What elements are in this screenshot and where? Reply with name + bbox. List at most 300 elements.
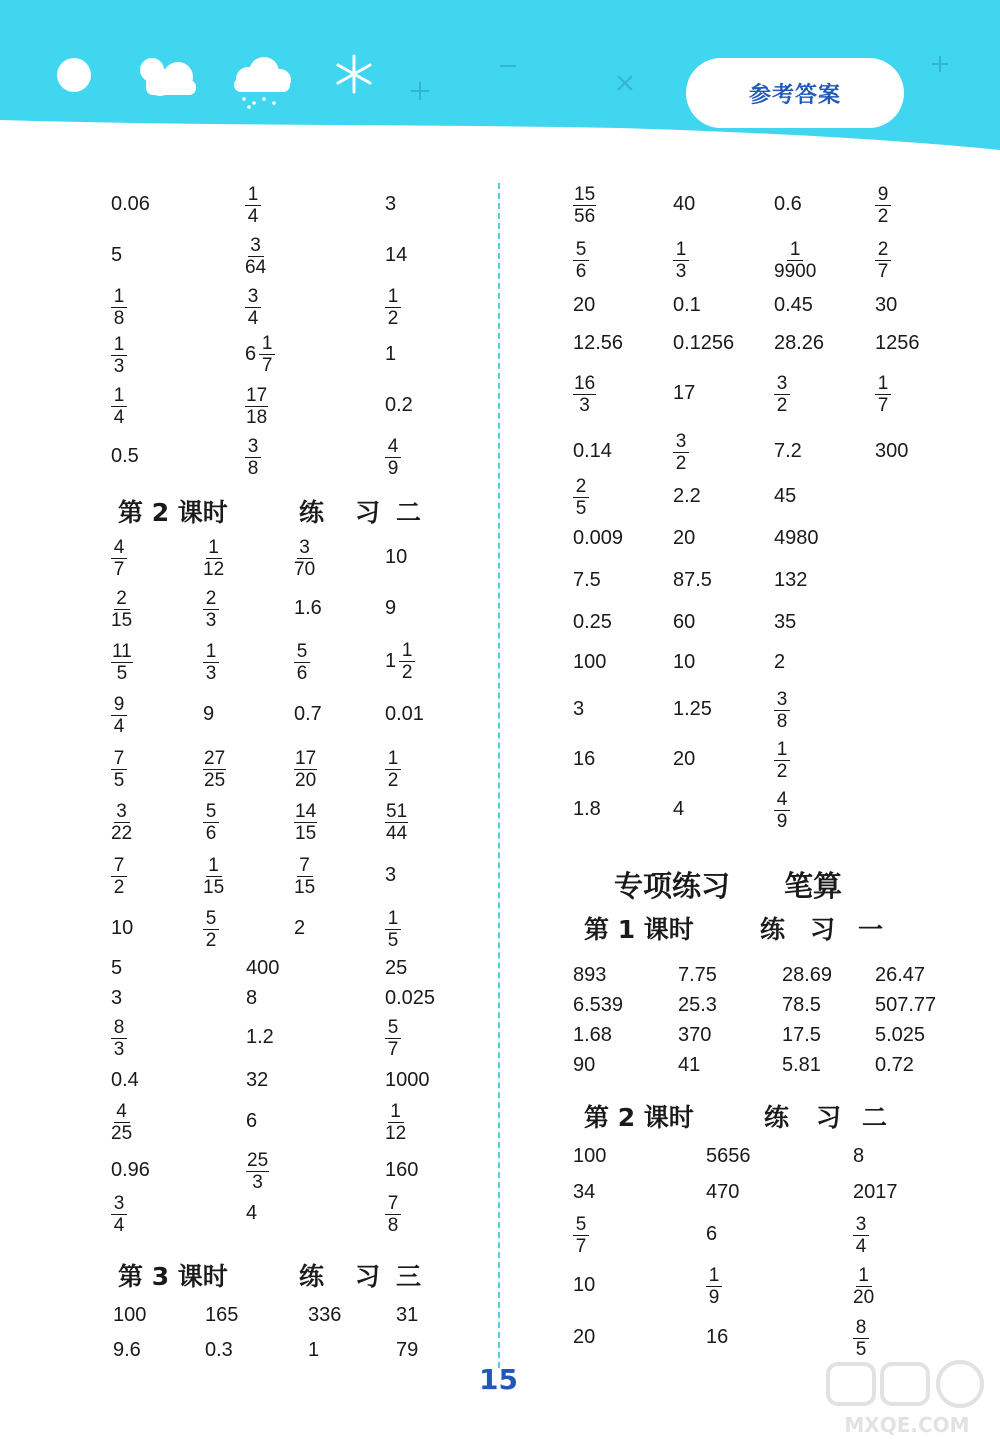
numerator: 1 — [399, 641, 415, 662]
denominator: 3 — [675, 260, 687, 282]
numerator: 1 — [111, 287, 127, 308]
answer-cell — [673, 686, 712, 732]
heading-char: 练 — [299, 498, 325, 527]
answer-value: 100 — [573, 1144, 607, 1167]
answer-value: 2 — [294, 916, 306, 939]
numerator: 27 — [204, 747, 226, 769]
numerator: 1 — [245, 185, 261, 206]
answer-value — [774, 788, 790, 831]
section-title — [614, 864, 914, 904]
denominator: 2 — [387, 307, 399, 329]
denominator: 6 — [205, 822, 217, 844]
answer-value: 1000 — [385, 1068, 430, 1091]
answer-cell — [875, 1050, 914, 1080]
answer-value: 370 — [678, 1023, 712, 1046]
page-number: 15 — [479, 1363, 518, 1396]
denominator: 9 — [776, 810, 788, 832]
denominator: 56 — [574, 205, 596, 227]
denominator: 5 — [116, 662, 128, 684]
answer-value: 7.5 — [573, 568, 601, 591]
denominator: 25 — [204, 769, 226, 791]
denominator: 9 — [387, 457, 399, 479]
fraction — [853, 1318, 869, 1359]
answer-row — [0, 606, 1000, 638]
answer-cell — [853, 1211, 869, 1257]
answer-row — [0, 1140, 1000, 1172]
answer-value — [203, 854, 224, 897]
answer-value: 4980 — [774, 526, 819, 549]
answer-cell — [573, 1262, 595, 1308]
answer-value — [875, 238, 891, 281]
answer-cell — [246, 1098, 257, 1144]
answer-value: 45 — [774, 484, 797, 507]
fraction — [875, 374, 891, 415]
answer-cell — [774, 181, 802, 227]
denominator: 8 — [247, 457, 259, 479]
denominator: 3 — [579, 394, 590, 416]
answer-value: 0.96 — [111, 1158, 150, 1181]
answer-value: 5.81 — [782, 1053, 821, 1076]
fraction — [385, 909, 401, 950]
answer-value — [706, 1264, 722, 1307]
numerator: 2 — [573, 477, 589, 498]
numerator: 1 — [206, 538, 222, 559]
denominator: 15 — [295, 822, 317, 844]
lesson-label: 第 2 课时 — [118, 498, 228, 527]
answer-value: 87.5 — [673, 568, 712, 591]
denominator: 9 — [708, 1286, 720, 1308]
numerator: 5 — [573, 1215, 589, 1236]
answer-cell — [573, 990, 623, 1020]
answer-value — [853, 1316, 869, 1359]
answer-value: 400 — [246, 956, 280, 979]
answer-cell — [774, 646, 785, 678]
numerator: 3 — [297, 538, 313, 559]
answer-value: 3 — [385, 863, 397, 886]
numerator: 16 — [574, 372, 596, 394]
numerator: 11 — [112, 640, 132, 662]
fraction — [573, 477, 589, 518]
answer-cell — [111, 852, 127, 898]
answer-row — [0, 473, 1000, 519]
answer-cell — [573, 686, 584, 732]
answer-value: 28.26 — [774, 331, 825, 354]
answer-value: 0.01 — [385, 702, 424, 725]
answer-cell — [573, 1020, 612, 1050]
answer-row — [0, 1262, 1000, 1308]
denominator: 7 — [877, 260, 889, 282]
answer-value — [573, 238, 589, 281]
answer-row — [0, 786, 1000, 832]
numerator: 25 — [247, 1149, 269, 1171]
answer-value: 5 — [111, 956, 123, 979]
fraction — [573, 374, 596, 415]
denominator: 6 — [296, 662, 308, 684]
answer-value: 17 — [673, 381, 696, 404]
numerator: 2 — [114, 589, 130, 610]
answer-value — [673, 238, 689, 281]
numerator: 3 — [245, 287, 261, 308]
sun-icon — [57, 58, 91, 92]
answer-cell — [875, 326, 920, 360]
numerator: 5 — [385, 1018, 401, 1039]
lesson-label: 第 1 课时 — [584, 915, 694, 944]
answer-value — [294, 854, 315, 897]
heading-char: 三 — [396, 1262, 422, 1291]
answer-cell — [706, 1140, 751, 1172]
answer-cell — [673, 736, 695, 782]
answer-cell — [673, 564, 712, 596]
answer-cell — [774, 786, 790, 832]
answer-row — [0, 1020, 1000, 1050]
answer-cell — [203, 905, 219, 951]
answer-value: 1.68 — [573, 1023, 612, 1046]
answer-cell — [573, 1211, 589, 1257]
numerator: 14 — [295, 800, 317, 822]
answer-cell — [573, 326, 623, 360]
denominator: 3 — [205, 662, 217, 684]
answer-value — [774, 688, 790, 731]
numerator: 8 — [853, 1318, 869, 1339]
answer-value: 0.2 — [385, 393, 413, 416]
fraction — [875, 185, 891, 226]
numerator: 1 — [388, 1102, 404, 1123]
answer-cell — [294, 905, 305, 951]
answer-cell — [111, 905, 133, 951]
numerator: 5 — [203, 802, 219, 823]
answer-row — [0, 522, 1000, 554]
numerator: 2 — [875, 240, 891, 261]
answer-cell — [385, 1098, 406, 1144]
answer-value — [111, 1100, 132, 1143]
answer-row — [0, 960, 1000, 990]
numerator: 3 — [248, 236, 264, 257]
numerator: 4 — [774, 790, 790, 811]
numerator: 1 — [206, 856, 222, 877]
numerator: 1 — [856, 1266, 872, 1287]
answer-cell — [678, 960, 717, 990]
denominator: 20 — [295, 769, 317, 791]
answer-row — [0, 990, 1000, 1020]
answer-cell — [706, 1314, 728, 1360]
answer-value: 0.3 — [205, 1338, 233, 1361]
answer-cell — [774, 564, 807, 596]
numerator: 2 — [203, 589, 219, 610]
answer-cell — [706, 1262, 722, 1308]
answer-value: 20 — [573, 293, 596, 316]
answer-cell — [782, 960, 832, 990]
answer-value: 41 — [678, 1053, 701, 1076]
answer-cell — [782, 1020, 821, 1050]
answer-value: 0.1256 — [673, 331, 735, 354]
answer-row — [0, 646, 1000, 678]
answer-row — [0, 181, 1000, 227]
answer-value: 31 — [396, 1303, 419, 1326]
answer-cell — [875, 1020, 925, 1050]
answer-cell — [774, 606, 796, 638]
heading-char: 习 — [810, 915, 836, 944]
answer-value — [573, 372, 596, 415]
answer-value: 1.8 — [573, 797, 601, 820]
answer-value: 5656 — [706, 1144, 751, 1167]
denominator: 4 — [113, 1214, 125, 1236]
answer-value: 100 — [113, 1303, 147, 1326]
answer-cell — [875, 236, 891, 282]
answer-value: 90 — [573, 1053, 596, 1076]
answer-cell — [875, 960, 925, 990]
answer-cell — [875, 181, 891, 227]
answer-cell — [782, 990, 821, 1020]
numerator: 1 — [673, 240, 689, 261]
denominator: 15 — [111, 609, 133, 631]
answer-cell — [678, 1050, 700, 1080]
answer-value — [875, 183, 891, 226]
answer-value: 9 — [203, 702, 215, 725]
answer-value: 12.56 — [573, 331, 624, 354]
answer-value — [853, 1264, 874, 1307]
answer-cell — [673, 522, 695, 554]
numerator: 1 — [385, 287, 401, 308]
answer-value: 7.75 — [678, 963, 717, 986]
whole-part: 1 — [385, 649, 397, 672]
numerator: 1 — [787, 240, 803, 261]
answer-value: 0.4 — [111, 1068, 139, 1091]
answer-value: 28.69 — [782, 963, 833, 986]
answer-value: 1.6 — [294, 596, 322, 619]
answer-cell — [573, 522, 623, 554]
answer-cell — [573, 606, 612, 638]
denominator: 2 — [776, 394, 788, 416]
fraction — [875, 240, 891, 281]
answer-row — [0, 1050, 1000, 1080]
answer-value: 2 — [774, 650, 786, 673]
denominator: 4 — [113, 715, 125, 737]
answer-cell — [573, 564, 601, 596]
numerator: 15 — [574, 183, 596, 205]
answer-cell — [203, 852, 224, 898]
fraction — [774, 240, 816, 281]
answer-value: 165 — [205, 1303, 239, 1326]
answer-value: 0.1 — [673, 293, 701, 316]
denominator: 5 — [387, 929, 399, 951]
fraction — [573, 1215, 589, 1256]
answer-cell — [294, 852, 315, 898]
fraction — [111, 1102, 132, 1143]
answer-cell — [774, 288, 813, 322]
answer-value: 1256 — [875, 331, 920, 354]
denominator: 12 — [203, 558, 225, 580]
numerator: 1 — [259, 334, 275, 355]
answer-cell — [673, 288, 701, 322]
answer-value: 20 — [573, 1325, 596, 1348]
numerator: 1 — [385, 909, 401, 930]
answer-value: 0.025 — [385, 986, 436, 1009]
numerator: 5 — [573, 240, 589, 261]
lesson-label: 第 3 课时 — [118, 1262, 228, 1291]
denominator: 3 — [205, 609, 217, 631]
answer-cell — [573, 473, 589, 519]
answer-cell — [853, 1262, 874, 1308]
answer-value: 10 — [111, 916, 134, 939]
answer-value: 1.2 — [246, 1025, 274, 1048]
denominator: 20 — [853, 1286, 875, 1308]
answer-value: 20 — [673, 526, 696, 549]
fraction — [774, 690, 790, 731]
fraction — [853, 1266, 874, 1307]
answer-value: 5 — [111, 243, 123, 266]
answer-value: 20 — [673, 747, 696, 770]
answer-cell — [673, 181, 695, 227]
denominator: 7 — [877, 394, 889, 416]
answer-value: 6 — [246, 1109, 258, 1132]
heading-char: 习 — [816, 1103, 842, 1132]
answer-cell — [673, 606, 695, 638]
heading-char: 习 — [355, 1262, 381, 1291]
denominator: 2 — [387, 769, 399, 791]
answer-value: 470 — [706, 1180, 740, 1203]
answer-cell — [774, 370, 790, 416]
answer-value: 9.6 — [113, 1338, 141, 1361]
answer-value — [203, 907, 219, 950]
denominator: 44 — [386, 822, 408, 844]
answer-value: 4 — [246, 1201, 258, 1224]
answer-cell — [673, 646, 695, 678]
answer-value: 16 — [573, 747, 596, 770]
fraction — [774, 790, 790, 831]
denominator: 8 — [387, 1214, 399, 1236]
denominator: 7 — [575, 1235, 587, 1257]
answer-key-badge: 参考答案 — [686, 58, 904, 128]
denominator: 2 — [877, 205, 889, 227]
answer-cell — [673, 786, 684, 832]
denominator: 5 — [575, 497, 587, 519]
denominator: 5 — [855, 1338, 867, 1360]
answer-value: 0.45 — [774, 293, 813, 316]
numerator: 4 — [114, 1102, 130, 1123]
fraction — [203, 909, 219, 950]
answer-row — [0, 564, 1000, 596]
answer-row — [0, 686, 1000, 732]
numerator: 17 — [246, 384, 268, 406]
answer-value: 0.009 — [573, 526, 624, 549]
answer-row — [0, 428, 1000, 474]
denominator: 64 — [245, 256, 267, 278]
answer-value: 0.5 — [111, 444, 139, 467]
section-title-main: 专项练习 — [614, 869, 731, 903]
numerator: 7 — [297, 856, 313, 877]
denominator: 2 — [401, 661, 413, 683]
denominator: 22 — [111, 822, 133, 844]
answer-value: 336 — [308, 1303, 342, 1326]
answer-value — [111, 854, 127, 897]
numerator: 3 — [111, 1194, 127, 1215]
answer-cell — [782, 1050, 821, 1080]
answer-value: 8 — [853, 1144, 865, 1167]
answer-cell — [853, 1314, 869, 1360]
answer-cell — [673, 370, 695, 416]
answer-cell — [706, 1176, 739, 1208]
answer-cell — [573, 786, 601, 832]
answer-cell — [774, 736, 790, 782]
answer-cell — [673, 428, 689, 474]
answer-value: 3 — [111, 986, 123, 1009]
answer-value — [573, 475, 589, 518]
numerator: 17 — [295, 747, 317, 769]
heading-char: 习 — [355, 498, 381, 527]
answer-value — [385, 1100, 406, 1143]
answer-cell — [673, 473, 701, 519]
numerator: 1 — [875, 374, 891, 395]
answer-value: 0.7 — [294, 702, 322, 725]
denominator: 15 — [294, 876, 316, 898]
denominator: 2 — [776, 760, 788, 782]
fraction — [774, 374, 790, 415]
numerator: 7 — [111, 856, 127, 877]
numerator: 3 — [114, 802, 130, 823]
numerator: 4 — [111, 538, 127, 559]
answer-cell — [673, 326, 734, 360]
answer-cell — [853, 1140, 864, 1172]
denominator: 4 — [247, 307, 259, 329]
answer-cell — [774, 428, 802, 474]
denominator: 7 — [261, 354, 273, 376]
heading-char: 练 — [299, 1262, 325, 1291]
answer-cell — [111, 1098, 132, 1144]
header-banner — [0, 0, 1000, 150]
numerator: 8 — [111, 1018, 127, 1039]
fraction — [573, 185, 596, 226]
denominator: 4 — [855, 1235, 867, 1257]
heading-char: 练 — [760, 915, 786, 944]
denominator: 8 — [776, 710, 788, 732]
numerator: 1 — [111, 335, 127, 356]
answer-cell — [706, 1211, 717, 1257]
fraction — [203, 856, 224, 897]
answer-value — [853, 1213, 869, 1256]
answer-value: 14 — [385, 243, 408, 266]
answer-value: 10 — [385, 545, 408, 568]
denominator: 70 — [294, 558, 316, 580]
answer-value: 0.14 — [573, 439, 612, 462]
answer-row — [0, 370, 1000, 416]
answer-value: 3 — [573, 697, 585, 720]
denominator: 2 — [205, 929, 217, 951]
answer-value: 2017 — [853, 1180, 898, 1203]
answer-cell — [573, 1176, 595, 1208]
answer-cell — [573, 370, 596, 416]
answer-value — [774, 372, 790, 415]
answer-cell — [875, 288, 897, 322]
denominator: 9900 — [774, 260, 817, 282]
answer-value: 4 — [673, 797, 685, 820]
answer-value: 5.025 — [875, 1023, 926, 1046]
numerator: 3 — [245, 437, 261, 458]
answer-cell — [774, 236, 816, 282]
numerator: 5 — [203, 909, 219, 930]
denominator: 3 — [252, 1171, 263, 1193]
heading-char: 二 — [396, 498, 422, 527]
answer-value: 10 — [673, 650, 696, 673]
heading-char: 二 — [862, 1103, 888, 1132]
answer-value: 507.77 — [875, 993, 937, 1016]
answer-value: 34 — [573, 1180, 596, 1203]
numerator: 4 — [385, 437, 401, 458]
denominator: 7 — [113, 558, 125, 580]
denominator: 18 — [246, 406, 268, 428]
answer-value — [875, 372, 891, 415]
numerator: 7 — [385, 1194, 401, 1215]
answer-cell — [573, 1314, 595, 1360]
